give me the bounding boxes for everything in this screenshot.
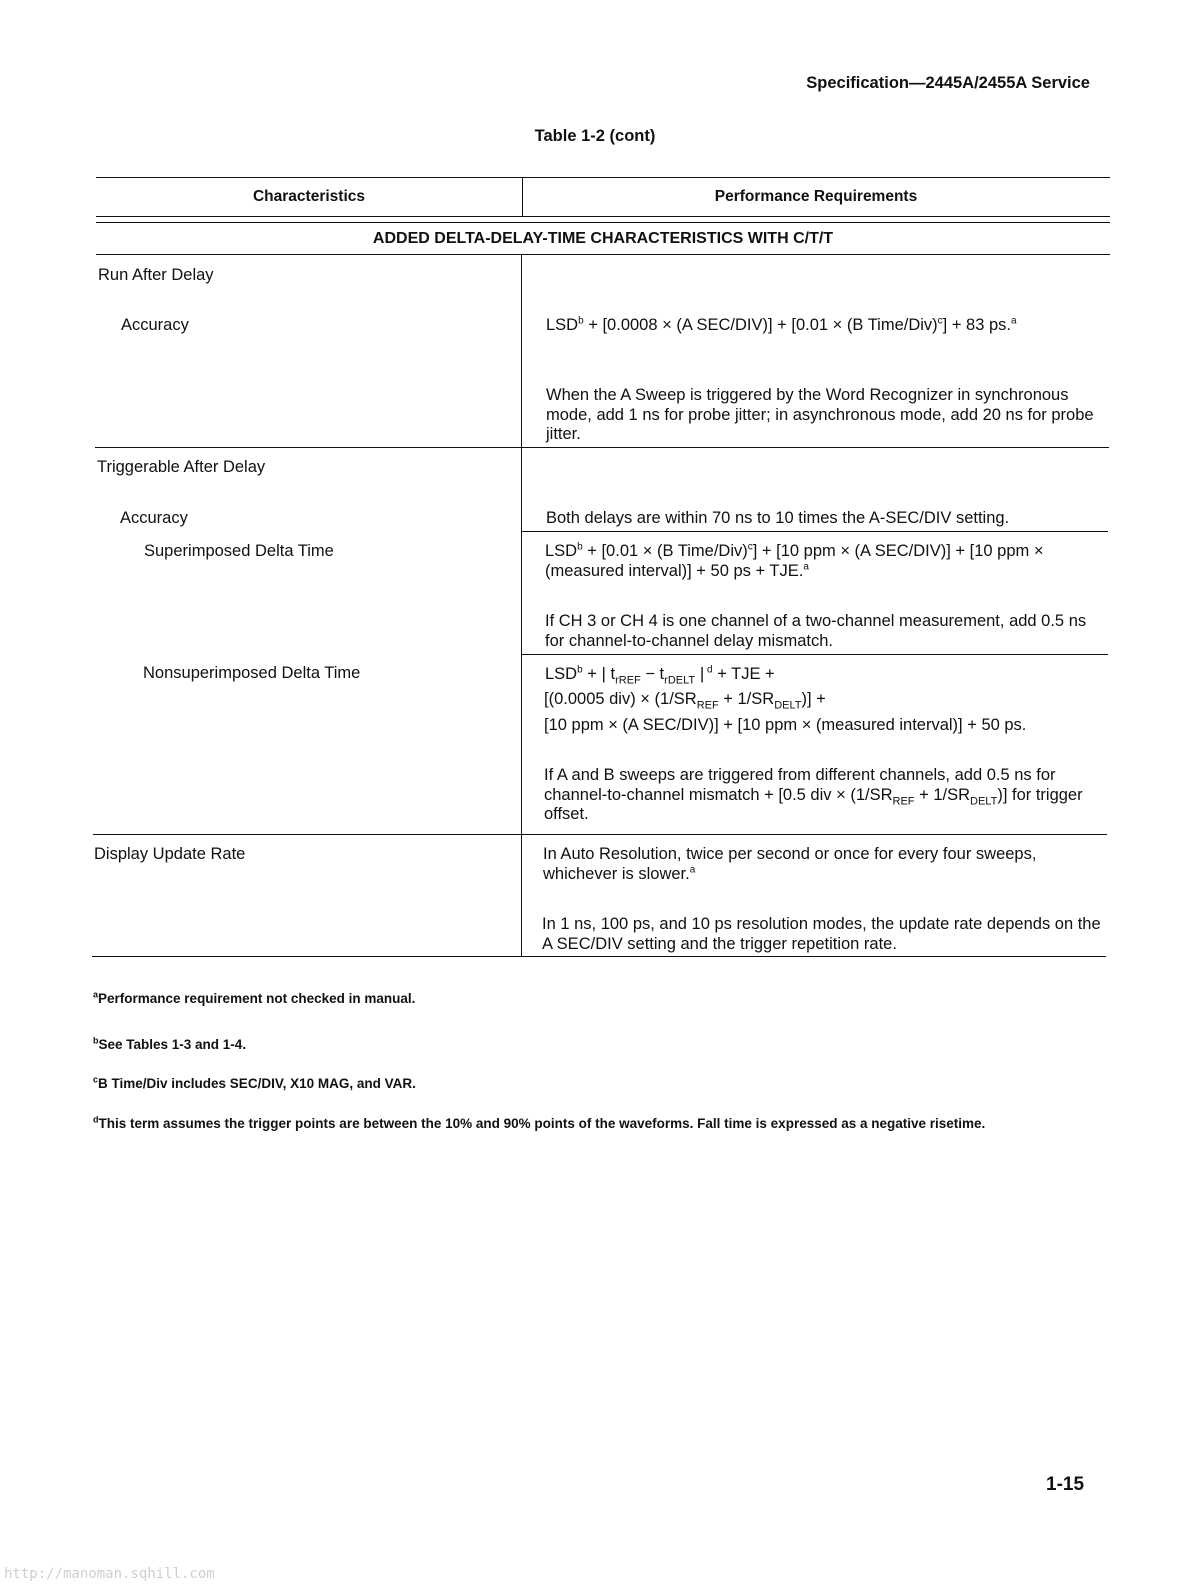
superimposed-delta-time-requirement: $LSD^b + [0.01 \times (B$ Time/Div)$^c$] + [10 ppm × (A SEC/DIV)] + [10 ppm × (measured interval)] + 50 ps + TJE.$^a$ (545, 541, 1044, 580)
column-divider (521, 254, 522, 956)
table-bottom-rule (92, 956, 1106, 957)
run-after-delay-accuracy-label: Accuracy (121, 316, 189, 334)
footnote-a: $^a$Performance requirement not checked in manual. (93, 989, 416, 1006)
nonsuperimposed-delta-time-label: Nonsuperimposed Delta Time (143, 664, 361, 682)
superimposed-delay-mismatch-note: If CH 3 or CH 4 is one channel of a two-channel measurement, add 0.5 ns for channel-to-channel delay mismatch. (545, 612, 1087, 650)
row-rule-1 (95, 447, 1109, 448)
run-after-delay-accuracy-requirement: $LSD^b + [0.0008 \times (A$ SEC/DIV)] + [0.01 × (B Time/Div)$^c$] + 83 ps.$^a$ (546, 315, 1017, 334)
display-update-rate-label: Display Update Rate (94, 845, 246, 863)
header-double-rule-2 (96, 222, 1110, 223)
triggerable-accuracy-requirement: Both delays are within 70 ns to 10 times the A-SEC/DIV setting. (546, 509, 1010, 527)
nonsuperimposed-formula-line-2: [(0.0005 $div) \times (1/SR_{REF} + 1/SR_{DELT})$] + (544, 690, 826, 712)
page-number: 1-15 (1046, 1474, 1085, 1495)
footnote-b: $^b$See Tables 1-3 and 1-4. (93, 1035, 247, 1052)
watermark-url: http://manoman.sqhill.com (4, 1566, 215, 1582)
footnote-d: $^d$This term assumes the trigger points are between the 10% and 90% points of the waveforms. Fall time is expressed as a negative risetime. (93, 1114, 986, 1131)
footnote-c: $^c$B Time/Div includes SEC/DIV, X10 MAG, and VAR. (93, 1074, 416, 1091)
column-header-characteristics: Characteristics (252, 188, 365, 205)
table-title: Table 1-2 (cont) (534, 127, 656, 145)
display-update-rate-requirement: In Auto Resolution, twice per second or once for every four sweeps, whichever is slower.$^a$ (543, 845, 1037, 883)
header-double-rule-1 (96, 216, 1110, 217)
triggerable-accuracy-label: Accuracy (120, 509, 188, 527)
running-header: Specification—2445A/2455A Service (806, 74, 1090, 92)
run-after-delay-label: Run After Delay (98, 266, 214, 284)
display-update-rate-resolution-note: In 1 ns, 100 ps, and 10 ps resolution modes, the update rate depends on the A SEC/DIV setting and the trigger repetition rate. (542, 915, 1101, 953)
nonsuperimposed-formula-line-1: $LSD^b$ + | $t_{rREF} - t_{rDELT}$ | $^d$ + TJE + (545, 664, 775, 687)
nonsuperimposed-trigger-offset-note: If A and B sweeps are triggered from different channels, add 0.5 ns for channel-to-channel mismatch + [0.5 div × $(1/SR_{REF} + 1/SR_{DELT})$] for trigger offset. (544, 766, 1083, 823)
row-rule-4 (93, 834, 1107, 835)
column-header-performance-requirements: Performance Requirements (714, 188, 918, 205)
nonsuperimposed-formula-line-3: [10 ppm × (A SEC/DIV)] + [10 ppm × (measured interval)] + 50 ps. (544, 716, 1027, 734)
table-top-rule (96, 177, 1110, 178)
row-rule-3 (521, 654, 1108, 655)
triggerable-after-delay-label: Triggerable After Delay (97, 458, 266, 476)
section-rule (96, 254, 1110, 255)
run-after-delay-jitter-note: When the A Sweep is triggered by the Word Recognizer in synchronous mode, add 1 ns for probe jitter; in asynchronous mode, add 20 ns for probe jitter. (546, 386, 1094, 443)
section-heading: ADDED DELTA-DELAY-TIME CHARACTERISTICS WITH C/T/T (372, 230, 834, 247)
row-rule-2 (521, 531, 1108, 532)
superimposed-delta-time-label: Superimposed Delta Time (144, 542, 334, 560)
